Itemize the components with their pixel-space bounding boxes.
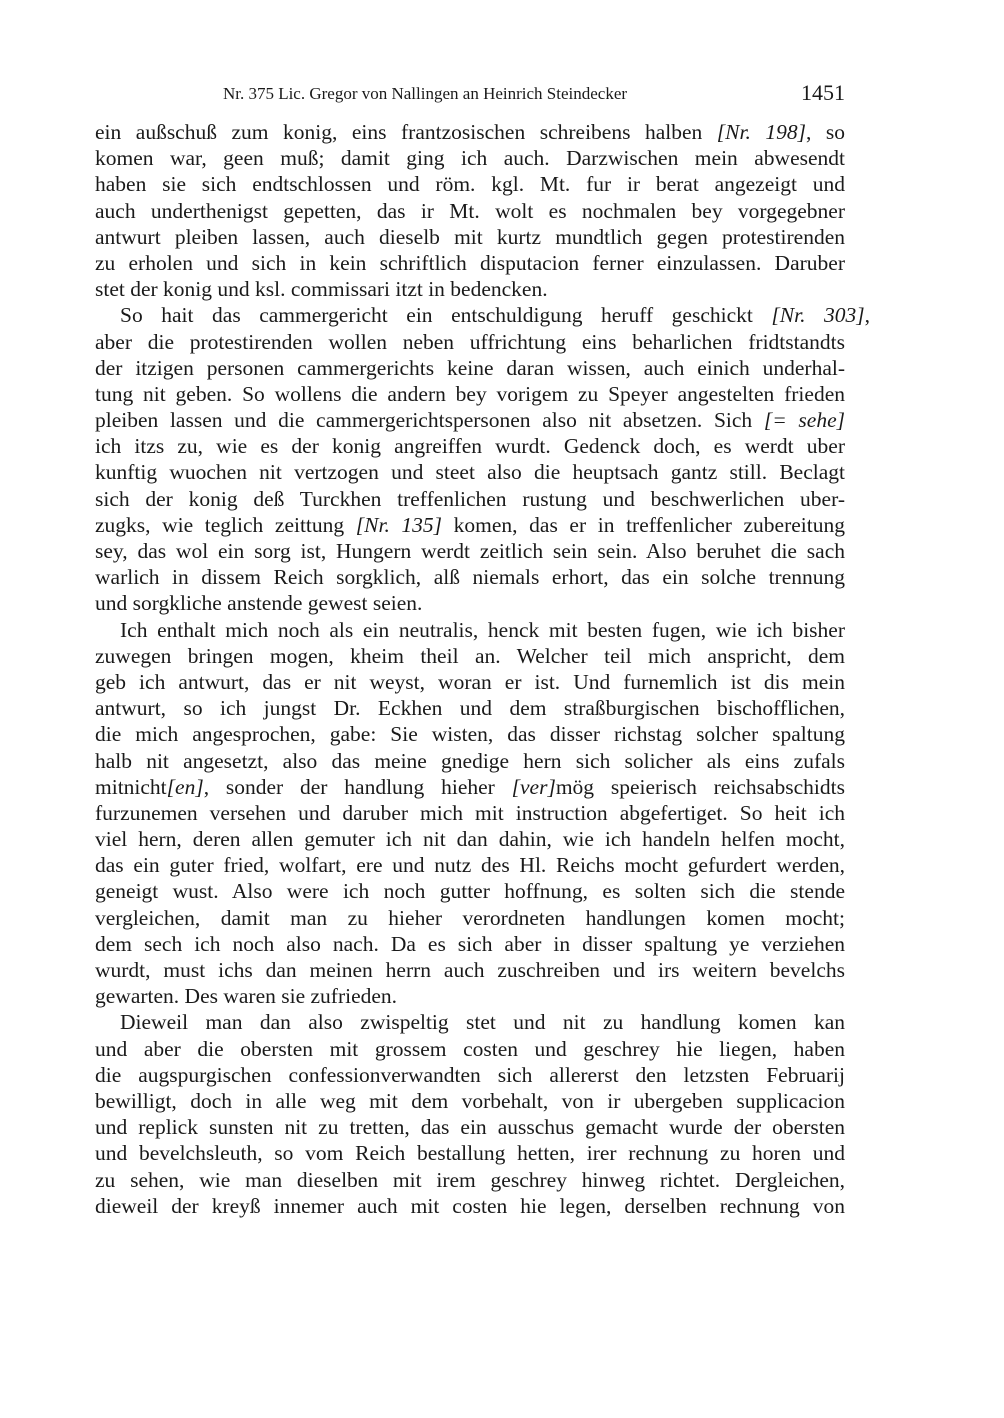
text-line — [95, 171, 845, 197]
text-line — [95, 669, 845, 695]
document-body — [95, 119, 871, 1219]
text-line — [95, 878, 845, 904]
text-line — [95, 800, 845, 826]
text-line — [95, 250, 845, 276]
text-segment: aber die protestirenden wollen neben uffrichtung eins beharlichen fridtstandts — [95, 329, 845, 354]
text-segment: dieweil der kreyß innemer auch mit costen hie legen, derselben rechnung von — [95, 1193, 845, 1218]
text-line — [95, 459, 845, 485]
text-segment: pleiben lassen und die cammergerichtspersonen also nit absetzen. Sich — [95, 408, 764, 433]
text-segment: dem sech ich noch also nach. Da es sich aber in disser spaltung ye verziehen — [95, 931, 845, 956]
text-segment: Dieweil man dan also zwispeltig stet und nit zu handlung komen kan — [120, 1010, 845, 1035]
text-segment: bewilligt, doch in alle weg mit dem vorbehalt, von ir ubergeben supplicacion — [95, 1088, 845, 1113]
text-segment: stet der konig und ksl. commissari itzt in bedencken. — [95, 277, 548, 302]
text-segment: zu erholen und sich in kein schriftlich disputacion ferner einzulassen. Daruber — [95, 250, 845, 275]
text-line — [95, 1062, 845, 1088]
text-line — [95, 224, 845, 250]
text-segment: , sonder der handlung hieher — [203, 774, 512, 799]
text-segment: antwurt, so ich jungst Dr. Eckhen und dem straßburgischen bischofflichen, — [95, 696, 845, 721]
text-segment: gewarten. Des waren sie zufrieden. — [95, 984, 398, 1009]
text-line — [95, 1114, 845, 1140]
text-line — [95, 355, 845, 381]
text-line — [95, 695, 845, 721]
text-segment: antwurt pleiben lassen, auch dieselb mit kurtz mundtlich gegen protestirenden — [95, 224, 845, 249]
text-segment: und aber die obersten mit grossem costen und geschrey hie liegen, haben — [95, 1036, 845, 1061]
text-segment: sey, das wol ein sorg ist, Hungern werdt zeitlich sein sein. Also beruhet die sach — [95, 539, 845, 563]
paragraph — [95, 119, 845, 302]
editorial-reference: [en] — [166, 774, 204, 799]
text-segment: mög speierisch reichsabschidts — [555, 774, 845, 799]
text-segment: tung nit geben. So wollens die andern bey vorigem zu Speyer angestelten frieden — [95, 381, 845, 406]
text-line — [95, 774, 845, 800]
text-line — [95, 1009, 845, 1035]
text-line — [95, 852, 845, 878]
text-segment: halb nit angesetzt, also das meine gnedige hern sich solicher als eins zufals — [95, 748, 845, 773]
editorial-reference: [Nr. 135] — [355, 512, 443, 537]
text-segment: wurdt, must ichs dan meinen herrn auch zuschreiben und irs weitern bevelchs — [95, 958, 845, 982]
text-segment: furzunemen versehen und daruber mich mit instruction abgefertiget. So heit ich — [95, 800, 845, 825]
text-segment: vergleichen, damit man zu hieher verordneten handlungen komen mocht; — [95, 905, 845, 930]
text-segment: und bevelchsleuth, so vom Reich bestallung hetten, irer rechnung zu horen und — [95, 1141, 845, 1166]
text-line — [95, 826, 845, 852]
text-segment: geb ich antwurt, das er nit weyst, woran er ist. Und furnemlich ist dis mein — [95, 669, 845, 694]
text-segment: kunftig wuochen nit vertzogen und steet also die heuptsach gantz still. Beclagt — [95, 460, 845, 485]
text-segment: viel hern, deren allen gemuter ich nit dan dahin, wie ich handeln helfen mocht, — [95, 827, 845, 852]
text-line — [95, 486, 845, 512]
text-segment: warlich in dissem Reich sorgklich, alß niemals erhort, das ein solche trennung — [95, 565, 845, 590]
editorial-reference: [ver] — [511, 774, 556, 799]
text-line — [95, 1036, 845, 1062]
text-line — [95, 538, 845, 564]
text-segment: Ich enthalt mich noch als ein neutralis, henck mit besten fugen, wie ich bisher — [120, 617, 845, 642]
text-segment: das ein guter fried, wolfart, ere und nutz des Hl. Reichs mocht gefurdert werden, — [95, 853, 845, 878]
text-line — [95, 931, 845, 957]
paragraph — [95, 302, 871, 616]
editorial-reference: [Nr. 303] — [771, 303, 865, 328]
text-segment: mitnicht — [95, 774, 167, 799]
editorial-reference: [= sehe] — [763, 408, 845, 433]
text-segment: zugks, wie teglich zeittung — [95, 512, 356, 537]
text-line — [95, 381, 845, 407]
text-segment: komen war, geen muß; damit ging ich auch. Darzwischen mein abwesendt — [95, 146, 845, 171]
text-line — [95, 145, 845, 171]
text-line — [95, 748, 845, 774]
text-segment: , — [864, 303, 871, 328]
text-line — [95, 643, 845, 669]
text-line — [95, 407, 845, 433]
text-line — [95, 1193, 845, 1219]
text-segment: So hait das cammergericht ein entschuldigung heruff geschickt — [119, 303, 772, 328]
page-number: 1451 — [801, 80, 845, 105]
text-segment: und replick sunsten nit zu tretten, das ein ausschus gemacht wurde der obersten — [95, 1115, 845, 1140]
text-line — [95, 617, 845, 643]
text-segment: zuwegen bringen mogen, kheim theil an. Welcher teil mich anspricht, dem — [95, 643, 845, 668]
running-head — [95, 82, 845, 106]
text-segment: der itzigen personen cammergerichts keine daran wissen, auch einich underhal- — [95, 355, 845, 380]
text-line — [95, 302, 870, 328]
text-line — [95, 119, 845, 145]
text-line — [95, 276, 845, 302]
text-line — [95, 1140, 845, 1166]
text-segment: ich itzs zu, wie es der konig angreiffen wurdt. Gedenck doch, es werdt uber — [95, 434, 845, 459]
text-line — [95, 1167, 845, 1193]
text-segment: komen, das er in treffenlicher zubereitung — [442, 512, 845, 537]
text-segment: und sorgkliche anstende gewest seien. — [95, 591, 423, 616]
text-segment: geneigt wust. Also were ich noch gutter hoffnung, es solten sich die stende — [95, 879, 845, 904]
text-segment: ein außschuß zum konig, eins frantzosischen schreibens halben — [95, 120, 717, 144]
text-line — [95, 590, 845, 616]
text-segment: die mich angesprochen, gabe: Sie wisten, das disser richstag solcher spaltung — [95, 722, 845, 747]
text-line — [95, 957, 845, 983]
paragraph — [95, 1009, 845, 1219]
running-head-title: Nr. 375 Lic. Gregor von Nallingen an Heinrich Steindecker — [222, 84, 628, 103]
paragraph — [95, 617, 845, 1010]
text-line — [95, 433, 845, 459]
text-segment: die augspurgischen confessionverwandten sich allererst den letzsten Februarij — [95, 1062, 845, 1087]
text-segment: zu sehen, wie man dieselben mit irem geschrey hinweg richtet. Dergleichen, — [95, 1167, 845, 1192]
editorial-reference: [Nr. 198] — [716, 120, 806, 144]
text-line — [95, 198, 845, 224]
text-line — [95, 905, 845, 931]
text-line — [95, 564, 845, 590]
text-segment: haben sie sich endtschlossen und röm. kgl. Mt. fur ir berat angezeigt und — [95, 172, 845, 197]
text-line — [95, 512, 845, 538]
text-line — [95, 1088, 845, 1114]
text-line — [95, 329, 845, 355]
text-segment: sich der konig deß Turckhen treffenlichen rustung und beschwerlichen uber- — [95, 486, 845, 511]
text-line — [95, 721, 845, 747]
text-line — [95, 983, 845, 1009]
text-segment: , so — [805, 120, 845, 144]
text-segment: auch underthenigst gepetten, das ir Mt. wolt es nochmalen bey vorgegebner — [95, 198, 845, 223]
